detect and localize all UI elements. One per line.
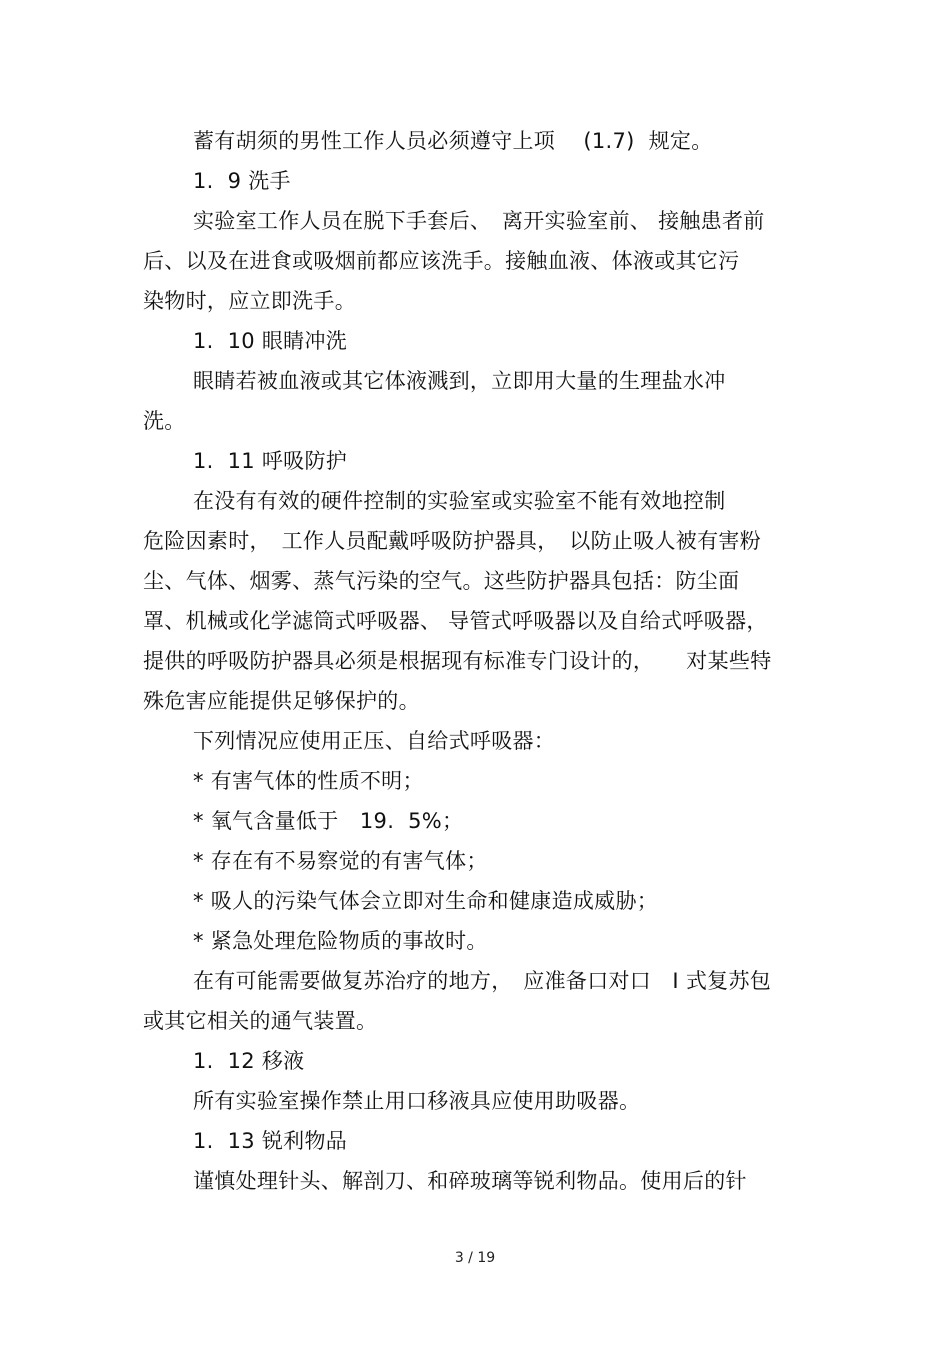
body-line: 染物时，应立即洗手。 — [143, 289, 356, 313]
bullet-item: * 存在有不易察觉的有害气体； — [193, 849, 488, 873]
body-line: 后、以及在进食或吸烟前都应该洗手。接触血液、体液或其它污 — [143, 249, 740, 273]
body-line: 谨慎处理针头、解剖刀、和碎玻璃等锐利物品。使用后的针 — [193, 1169, 747, 1193]
section-heading-hand-washing: 1. 9 洗手 — [193, 169, 291, 193]
section-heading-sharps: 1. 13 锐利物品 — [193, 1129, 348, 1153]
page-number: 3 / 19 — [454, 1250, 496, 1266]
body-line: 罩、机械或化学滤筒式呼吸器、 导管式呼吸器以及自给式呼吸器， — [143, 609, 768, 633]
body-line: 在没有有效的硬件控制的实验室或实验室不能有效地控制 — [193, 489, 726, 513]
body-line: 或其它相关的通气装置。 — [143, 1009, 378, 1033]
body-line: 下列情况应使用正压、自给式呼吸器： — [193, 729, 556, 753]
bullet-item: * 吸人的污染气体会立即对生命和健康造成威胁； — [193, 889, 659, 913]
body-line: 所有实验室操作禁止用口移液具应使用助吸器。 — [193, 1089, 641, 1113]
body-line: 尘、气体、烟雾、蒸气污染的空气。这些防护器具包括：防尘面 — [143, 569, 740, 593]
body-line: 实验室工作人员在脱下手套后、 离开实验室前、 接触患者前 — [193, 209, 765, 233]
bullet-item: * 有害气体的性质不明； — [193, 769, 424, 793]
body-line: 提供的呼吸防护器具必须是根据现有标准专门设计的， 对某些特 — [143, 649, 772, 673]
section-heading-respiratory-protection: 1. 11 呼吸防护 — [193, 449, 348, 473]
body-line: 蓄有胡须的男性工作人员必须遵守上项 (1.7) 规定。 — [193, 129, 713, 153]
section-heading-pipetting: 1. 12 移液 — [193, 1049, 305, 1073]
body-line: 洗。 — [143, 409, 186, 433]
body-line: 危险因素时， 工作人员配戴呼吸防护器具， 以防止吸人被有害粉 — [143, 529, 761, 553]
section-heading-eye-wash: 1. 10 眼睛冲洗 — [193, 329, 348, 353]
body-line: 眼睛若被血液或其它体液溅到，立即用大量的生理盐水冲 — [193, 369, 726, 393]
body-line: 在有可能需要做复苏治疗的地方， 应准备口对口 I 式复苏包 — [193, 969, 772, 993]
bullet-item: * 紧急处理危险物质的事故时。 — [193, 929, 488, 953]
body-line: 殊危害应能提供足够保护的。 — [143, 689, 420, 713]
bullet-item: * 氧气含量低于 19. 5%； — [193, 809, 464, 833]
